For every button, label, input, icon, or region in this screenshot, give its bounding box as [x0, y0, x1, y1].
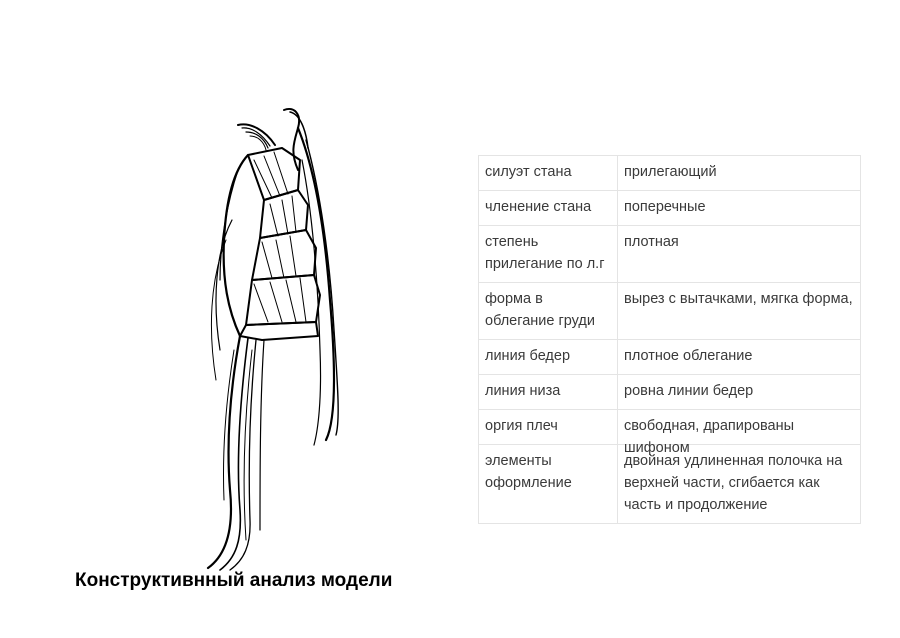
table-row: [479, 191, 861, 226]
table-row: [479, 375, 861, 410]
table-row: [479, 340, 861, 375]
row-key: оргия плеч: [479, 410, 618, 445]
table-row: [479, 445, 861, 524]
row-value: прилегающий: [618, 156, 861, 191]
row-key: силуэт стана: [479, 156, 618, 191]
row-value: двойная удлиненная полочка на верхней части, сгибается как часть и продолжение: [618, 445, 861, 524]
row-value: вырез с вытачками, мягка форма,: [618, 283, 861, 340]
row-value: поперечные: [618, 191, 861, 226]
table-row: [479, 156, 861, 191]
row-value: плотная: [618, 226, 861, 283]
page-title: Конструктивнный анализ модели: [75, 570, 393, 591]
row-key: линия низа: [479, 375, 618, 410]
row-value: ровна линии бедер: [618, 375, 861, 410]
row-key: форма в облегание груди: [479, 283, 618, 340]
row-value-text: свободная, драпированы шифоном: [624, 418, 795, 456]
table-row: [479, 410, 861, 445]
table-row: [479, 226, 861, 283]
row-key: линия бедер: [479, 340, 618, 375]
row-value: плотное облегание: [618, 340, 861, 375]
row-value: [618, 410, 861, 456]
table-row: [479, 283, 861, 340]
garment-sketch: [190, 100, 370, 575]
row-key: степень прилегание по л.г: [479, 226, 618, 283]
row-key: членение стана: [479, 191, 618, 226]
row-key: элементы оформление: [479, 445, 618, 524]
spec-table: [478, 155, 861, 524]
